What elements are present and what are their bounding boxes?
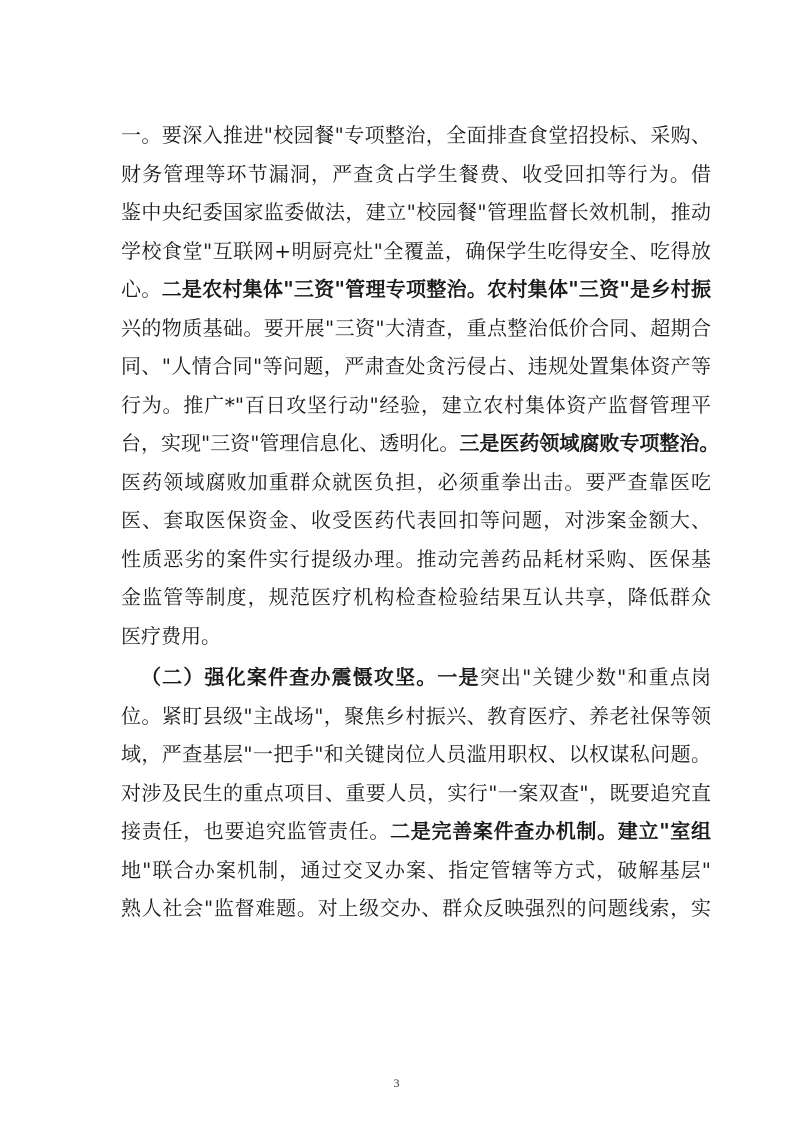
bold-heading-run: 二是 (390, 819, 432, 843)
text-line: 地"联合办案机制，通过交叉办案、指定管辖等方式，破解基层" (121, 857, 711, 882)
text-line (121, 270, 711, 309)
text-line: 医、套取医保资金、收受医药代表回扣等问题，对涉案金额大、 (121, 508, 711, 532)
text-line: 医疗费用。 (121, 623, 221, 648)
bold-heading-run: 医药领域腐败专项整治。 (499, 431, 720, 455)
bold-heading-run: 二是 (161, 277, 203, 301)
text-line: 医药领域腐败加重群众就医负担，必须重拳出击。要严查靠医吃 (121, 469, 711, 494)
text-run: 接责任，也要追究监管责任。 (121, 819, 391, 843)
section-heading-line (121, 658, 711, 697)
text-line: 域，严查基层"一把手"和关键岗位人员滥用职权、以权谋私问题。 (121, 742, 711, 766)
text-run: 突出"关键少数"和重点岗 (479, 665, 712, 689)
text-line: 金监管等制度，规范医疗机构检查检验结果互认共享，降低群众 (121, 585, 711, 609)
section-heading: （二）强化案件查办震慑攻坚。一是 (141, 665, 480, 689)
text-line: 位。紧盯县级"主战场"，聚焦乡村振兴、教育医疗、养老社保等领 (121, 703, 711, 728)
text-line: 一。要深入推进"校园餐"专项整治，全面排查食堂招投标、采购、 (121, 123, 711, 147)
text-line (121, 424, 720, 463)
bold-heading-run: 完善案件查办机制。建立"室组 (431, 819, 712, 843)
text-line: 学校食堂"互联网+明厨亮灶"全覆盖，确保学生吃得安全、吃得放 (121, 238, 711, 263)
text-line: 行为。推广*"百日攻坚行动"经验，建立农村集体资产监督管理平 (121, 392, 711, 417)
text-line: 对涉及民生的重点项目、重要人员，实行"一案双查"，既要追究直 (121, 780, 711, 805)
text-line: 兴的物质基础。要开展"三资"大清查，重点整治低价合同、超期合 (121, 315, 711, 340)
page-number: 3 (393, 1076, 400, 1090)
bold-heading-run: 三是 (459, 431, 500, 455)
text-line (121, 812, 711, 851)
text-line: 性质恶劣的案件实行提级办理。推动完善药品耗材采购、医保基 (121, 546, 711, 571)
text-line: 同、"人情合同"等问题，严肃查处贪污侵占、违规处置集体资产等 (121, 354, 711, 378)
paragraph-1 (121, 116, 720, 655)
paragraph-2 (121, 658, 711, 928)
text-line: 鉴中央纪委国家监委做法，建立"校园餐"管理监督长效机制，推动 (121, 200, 711, 224)
text-line: 财务管理等环节漏洞，严查贪占学生餐费、收受回扣等行为。借 (121, 161, 711, 186)
bold-heading-run: 农村集体"三资"管理专项整治。农村集体"三资"是乡村振 (202, 277, 712, 301)
body-text (121, 116, 720, 928)
text-run: 台，实现"三资"管理信息化、透明化。 (121, 431, 460, 455)
text-run: 心。 (121, 277, 162, 301)
text-line: 熟人社会"监督难题。对上级交办、群众反映强烈的问题线索，实 (121, 896, 711, 920)
